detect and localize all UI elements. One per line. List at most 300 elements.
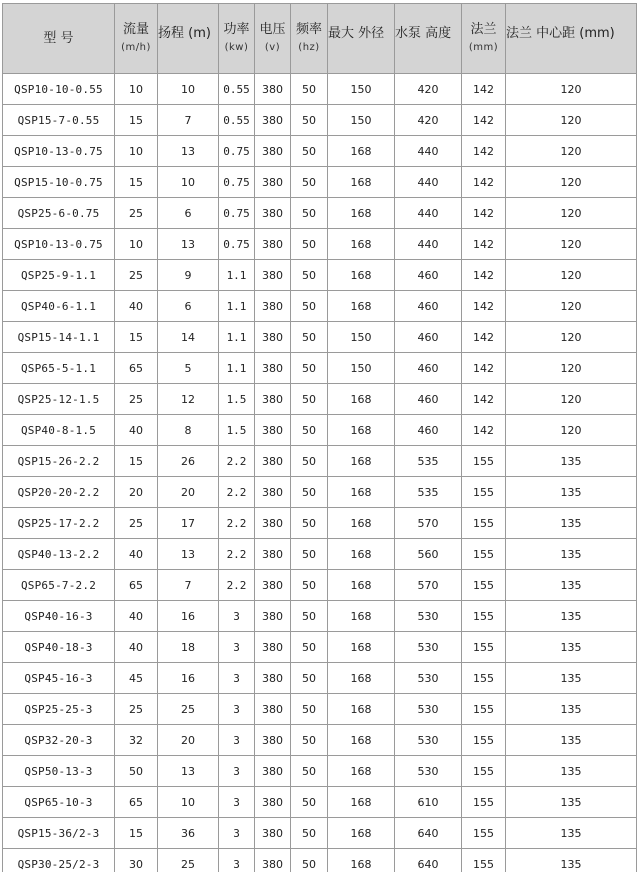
voltage-cell: 380 [255,725,291,756]
voltage-cell: 380 [255,384,291,415]
power-cell: 2.2 [219,446,255,477]
power-cell: 0.75 [219,229,255,260]
center-dist-cell: 135 [506,725,637,756]
flow-cell: 10 [115,74,158,105]
flow-cell: 25 [115,384,158,415]
power-cell: 1.1 [219,353,255,384]
center-dist-cell: 135 [506,787,637,818]
freq-cell: 50 [291,849,328,872]
flow-cell: 15 [115,818,158,849]
height-cell: 530 [395,663,462,694]
diameter-cell: 168 [328,663,395,694]
flange-cell: 155 [462,601,506,632]
table-row [3,601,637,632]
diameter-cell: 150 [328,74,395,105]
model-cell: QSP10-13-0.75 [3,136,115,167]
flange-cell: 155 [462,756,506,787]
voltage-cell: 380 [255,508,291,539]
flow-cell: 65 [115,787,158,818]
center-dist-cell: 120 [506,415,637,446]
height-cell: 460 [395,384,462,415]
height-cell: 535 [395,477,462,508]
header-height-label: 水泵 高度 [395,25,452,41]
voltage-cell: 380 [255,167,291,198]
height-cell: 460 [395,291,462,322]
freq-cell: 50 [291,198,328,229]
voltage-cell: 380 [255,756,291,787]
diameter-cell: 168 [328,384,395,415]
header-head-label: 扬程 (m) [158,25,211,41]
head-cell: 16 [158,663,219,694]
center-dist-cell: 120 [506,384,637,415]
center-dist-cell: 135 [506,849,637,872]
center-dist-cell: 135 [506,632,637,663]
voltage-cell: 380 [255,446,291,477]
head-cell: 13 [158,539,219,570]
diameter-cell: 168 [328,632,395,663]
center-dist-cell: 135 [506,601,637,632]
center-dist-cell: 120 [506,136,637,167]
power-cell: 1.5 [219,415,255,446]
model-cell: QSP20-20-2.2 [3,477,115,508]
power-cell: 2.2 [219,508,255,539]
power-cell: 3 [219,663,255,694]
voltage-cell: 380 [255,849,291,872]
model-cell: QSP65-5-1.1 [3,353,115,384]
power-cell: 0.55 [219,105,255,136]
head-cell: 5 [158,353,219,384]
model-cell: QSP25-12-1.5 [3,384,115,415]
power-cell: 3 [219,849,255,872]
freq-cell: 50 [291,136,328,167]
header-freq [291,4,328,74]
flange-cell: 155 [462,818,506,849]
model-cell: QSP10-10-0.55 [3,74,115,105]
center-dist-cell: 120 [506,353,637,384]
freq-cell: 50 [291,787,328,818]
height-cell: 460 [395,353,462,384]
model-cell: QSP40-13-2.2 [3,539,115,570]
diameter-cell: 168 [328,477,395,508]
header-model [3,4,115,74]
diameter-cell: 168 [328,508,395,539]
height-cell: 530 [395,632,462,663]
flange-cell: 155 [462,570,506,601]
model-cell: QSP40-6-1.1 [3,291,115,322]
header-flow [115,4,158,74]
table-row [3,849,637,872]
table-row [3,725,637,756]
height-cell: 530 [395,601,462,632]
power-cell: 3 [219,632,255,663]
head-cell: 14 [158,322,219,353]
center-dist-cell: 120 [506,229,637,260]
freq-cell: 50 [291,74,328,105]
freq-cell: 50 [291,632,328,663]
freq-cell: 50 [291,105,328,136]
flow-cell: 65 [115,353,158,384]
header-power-unit: (kw) [224,41,249,53]
head-cell: 7 [158,570,219,601]
diameter-cell: 168 [328,167,395,198]
height-cell: 535 [395,446,462,477]
height-cell: 640 [395,818,462,849]
header-head [158,4,219,74]
diameter-cell: 168 [328,229,395,260]
header-flange-label: 法兰 [470,21,497,37]
table-row [3,260,637,291]
flow-cell: 40 [115,539,158,570]
voltage-cell: 380 [255,291,291,322]
height-cell: 440 [395,198,462,229]
center-dist-cell: 120 [506,291,637,322]
center-dist-cell: 135 [506,663,637,694]
flange-cell: 142 [462,229,506,260]
model-cell: QSP30-25/2-3 [3,849,115,872]
height-cell: 610 [395,787,462,818]
model-cell: QSP45-16-3 [3,663,115,694]
power-cell: 3 [219,725,255,756]
flow-cell: 25 [115,198,158,229]
table-row [3,570,637,601]
flange-cell: 155 [462,849,506,872]
model-cell: QSP25-9-1.1 [3,260,115,291]
freq-cell: 50 [291,353,328,384]
freq-cell: 50 [291,446,328,477]
freq-cell: 50 [291,229,328,260]
table-row [3,694,637,725]
freq-cell: 50 [291,384,328,415]
head-cell: 9 [158,260,219,291]
flow-cell: 50 [115,756,158,787]
diameter-cell: 168 [328,446,395,477]
header-flow-label: 流量 [122,21,149,37]
diameter-cell: 168 [328,725,395,756]
header-height [395,4,462,74]
flow-cell: 15 [115,446,158,477]
power-cell: 0.55 [219,74,255,105]
head-cell: 16 [158,601,219,632]
pump-spec-table [2,3,637,872]
power-cell: 1.5 [219,384,255,415]
diameter-cell: 168 [328,570,395,601]
table-row [3,136,637,167]
center-dist-cell: 120 [506,198,637,229]
height-cell: 460 [395,322,462,353]
flow-cell: 20 [115,477,158,508]
diameter-cell: 168 [328,415,395,446]
freq-cell: 50 [291,663,328,694]
voltage-cell: 380 [255,570,291,601]
flow-cell: 40 [115,632,158,663]
flow-cell: 40 [115,601,158,632]
center-dist-cell: 135 [506,818,637,849]
center-dist-cell: 135 [506,477,637,508]
voltage-cell: 380 [255,818,291,849]
voltage-cell: 380 [255,260,291,291]
flow-cell: 10 [115,229,158,260]
table-row [3,756,637,787]
voltage-cell: 380 [255,632,291,663]
head-cell: 6 [158,198,219,229]
height-cell: 560 [395,539,462,570]
height-cell: 440 [395,229,462,260]
diameter-cell: 168 [328,291,395,322]
freq-cell: 50 [291,756,328,787]
height-cell: 460 [395,260,462,291]
voltage-cell: 380 [255,229,291,260]
height-cell: 420 [395,105,462,136]
flange-cell: 155 [462,787,506,818]
head-cell: 26 [158,446,219,477]
power-cell: 1.1 [219,322,255,353]
center-dist-cell: 135 [506,508,637,539]
model-cell: QSP15-7-0.55 [3,105,115,136]
diameter-cell: 168 [328,198,395,229]
voltage-cell: 380 [255,539,291,570]
header-center-dist [506,4,637,74]
voltage-cell: 380 [255,694,291,725]
power-cell: 3 [219,787,255,818]
freq-cell: 50 [291,415,328,446]
freq-cell: 50 [291,539,328,570]
diameter-cell: 168 [328,694,395,725]
freq-cell: 50 [291,322,328,353]
center-dist-cell: 120 [506,322,637,353]
flange-cell: 155 [462,508,506,539]
diameter-cell: 150 [328,353,395,384]
model-cell: QSP15-14-1.1 [3,322,115,353]
table-body [3,74,637,872]
height-cell: 460 [395,415,462,446]
freq-cell: 50 [291,291,328,322]
power-cell: 0.75 [219,167,255,198]
power-cell: 2.2 [219,570,255,601]
header-power-label: 功率 [223,21,250,37]
flow-cell: 25 [115,694,158,725]
model-cell: QSP40-18-3 [3,632,115,663]
freq-cell: 50 [291,570,328,601]
head-cell: 25 [158,849,219,872]
voltage-cell: 380 [255,105,291,136]
flange-cell: 142 [462,291,506,322]
diameter-cell: 168 [328,260,395,291]
head-cell: 8 [158,415,219,446]
flow-cell: 15 [115,322,158,353]
power-cell: 1.1 [219,260,255,291]
header-power [219,4,255,74]
center-dist-cell: 120 [506,260,637,291]
flow-cell: 25 [115,260,158,291]
freq-cell: 50 [291,477,328,508]
table-row [3,818,637,849]
power-cell: 3 [219,818,255,849]
model-cell: QSP25-6-0.75 [3,198,115,229]
voltage-cell: 380 [255,477,291,508]
freq-cell: 50 [291,167,328,198]
center-dist-cell: 135 [506,694,637,725]
freq-cell: 50 [291,508,328,539]
flange-cell: 142 [462,74,506,105]
flange-cell: 155 [462,632,506,663]
height-cell: 530 [395,756,462,787]
head-cell: 25 [158,694,219,725]
table-row [3,74,637,105]
height-cell: 640 [395,849,462,872]
flow-cell: 10 [115,136,158,167]
voltage-cell: 380 [255,74,291,105]
height-cell: 570 [395,508,462,539]
header-freq-label: 频率 [295,21,322,37]
head-cell: 10 [158,787,219,818]
center-dist-cell: 135 [506,756,637,787]
head-cell: 10 [158,167,219,198]
height-cell: 530 [395,725,462,756]
header-center-dist-label: 法兰 中心距 (mm) [506,25,615,41]
header-flange-unit: (mm) [468,41,499,53]
model-cell: QSP15-10-0.75 [3,167,115,198]
header-freq-unit: (hz) [298,41,320,53]
center-dist-cell: 135 [506,539,637,570]
model-cell: QSP32-20-3 [3,725,115,756]
flow-cell: 25 [115,508,158,539]
voltage-cell: 380 [255,415,291,446]
voltage-cell: 380 [255,322,291,353]
header-flange [462,4,506,74]
freq-cell: 50 [291,694,328,725]
flange-cell: 142 [462,260,506,291]
height-cell: 440 [395,167,462,198]
diameter-cell: 168 [328,539,395,570]
diameter-cell: 168 [328,756,395,787]
table-row [3,105,637,136]
head-cell: 7 [158,105,219,136]
model-cell: QSP40-16-3 [3,601,115,632]
flange-cell: 155 [462,539,506,570]
flow-cell: 30 [115,849,158,872]
diameter-cell: 168 [328,849,395,872]
head-cell: 6 [158,291,219,322]
head-cell: 10 [158,74,219,105]
diameter-cell: 168 [328,601,395,632]
flange-cell: 155 [462,725,506,756]
power-cell: 0.75 [219,136,255,167]
table-row [3,446,637,477]
table-row [3,384,637,415]
head-cell: 13 [158,229,219,260]
flange-cell: 142 [462,136,506,167]
table-row [3,787,637,818]
model-cell: QSP15-26-2.2 [3,446,115,477]
flange-cell: 142 [462,384,506,415]
height-cell: 530 [395,694,462,725]
flow-cell: 40 [115,291,158,322]
flange-cell: 155 [462,694,506,725]
freq-cell: 50 [291,725,328,756]
diameter-cell: 168 [328,818,395,849]
diameter-cell: 168 [328,136,395,167]
flow-cell: 40 [115,415,158,446]
flow-cell: 32 [115,725,158,756]
model-cell: QSP65-10-3 [3,787,115,818]
power-cell: 2.2 [219,477,255,508]
height-cell: 440 [395,136,462,167]
flow-cell: 45 [115,663,158,694]
voltage-cell: 380 [255,601,291,632]
head-cell: 36 [158,818,219,849]
table-row [3,322,637,353]
head-cell: 20 [158,725,219,756]
table-row [3,291,637,322]
flange-cell: 142 [462,198,506,229]
flange-cell: 155 [462,663,506,694]
model-cell: QSP40-8-1.5 [3,415,115,446]
header-row [3,4,637,74]
voltage-cell: 380 [255,787,291,818]
model-cell: QSP65-7-2.2 [3,570,115,601]
power-cell: 3 [219,694,255,725]
voltage-cell: 380 [255,353,291,384]
table-header [3,4,637,74]
power-cell: 2.2 [219,539,255,570]
power-cell: 0.75 [219,198,255,229]
diameter-cell: 168 [328,787,395,818]
header-voltage [255,4,291,74]
model-cell: QSP10-13-0.75 [3,229,115,260]
header-voltage-unit: (v) [264,41,281,53]
flange-cell: 155 [462,477,506,508]
model-cell: QSP50-13-3 [3,756,115,787]
head-cell: 18 [158,632,219,663]
table-row [3,229,637,260]
center-dist-cell: 135 [506,446,637,477]
head-cell: 12 [158,384,219,415]
freq-cell: 50 [291,601,328,632]
flange-cell: 142 [462,167,506,198]
center-dist-cell: 120 [506,74,637,105]
table-row [3,477,637,508]
header-voltage-label: 电压 [259,21,286,37]
flange-cell: 142 [462,105,506,136]
power-cell: 1.1 [219,291,255,322]
height-cell: 570 [395,570,462,601]
table-row [3,539,637,570]
table-row [3,167,637,198]
height-cell: 420 [395,74,462,105]
voltage-cell: 380 [255,198,291,229]
header-diameter [328,4,395,74]
freq-cell: 50 [291,818,328,849]
header-model-label: 型 号 [43,30,74,46]
flange-cell: 155 [462,446,506,477]
model-cell: QSP25-25-3 [3,694,115,725]
flow-cell: 15 [115,167,158,198]
power-cell: 3 [219,601,255,632]
table-row [3,415,637,446]
header-flow-unit: (m/h) [121,41,151,53]
flow-cell: 15 [115,105,158,136]
flange-cell: 142 [462,415,506,446]
center-dist-cell: 120 [506,167,637,198]
flange-cell: 142 [462,353,506,384]
head-cell: 17 [158,508,219,539]
head-cell: 13 [158,756,219,787]
flange-cell: 142 [462,322,506,353]
diameter-cell: 150 [328,322,395,353]
table-row [3,632,637,663]
table-row [3,508,637,539]
header-diameter-label: 最大 外径 [328,25,385,41]
